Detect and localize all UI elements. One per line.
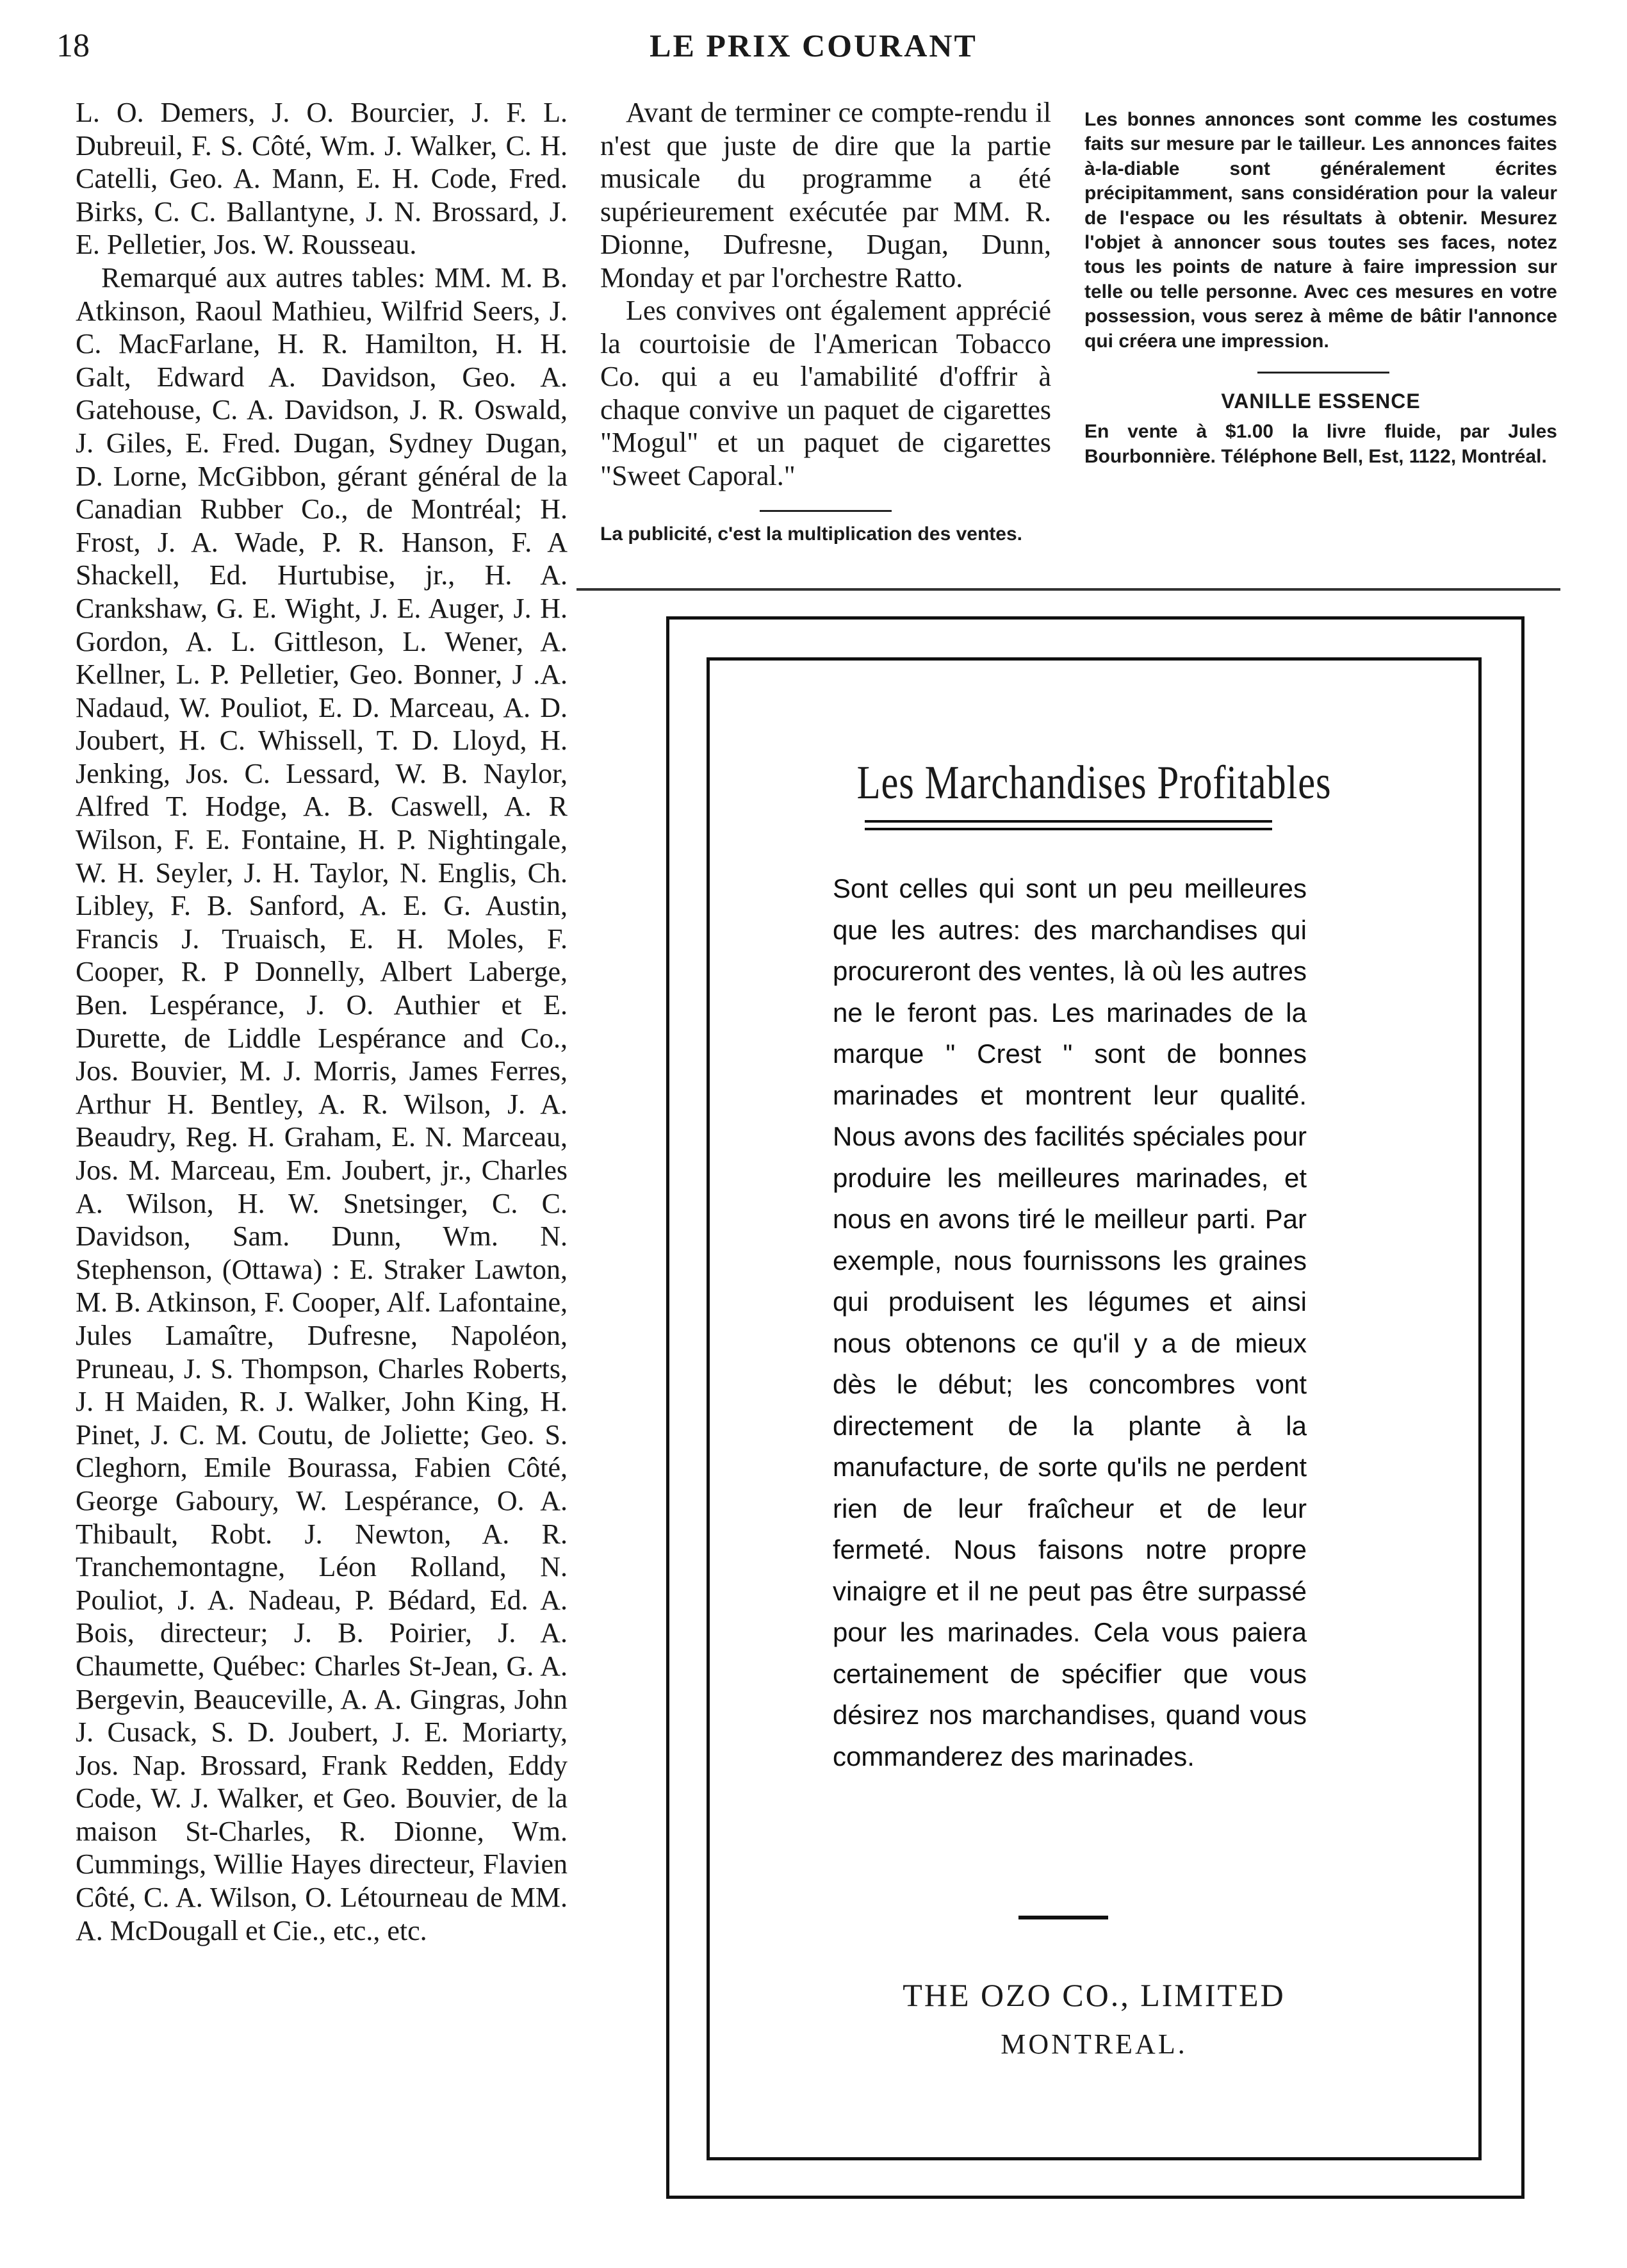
ad-body: Sont celles qui sont un peu meilleures que les autres: des marchandises qui procureront des ventes, là où les autres ne le feront pas. Les marinades de la marque " Crest " sont de bonnes marinades et montrent leur qualité. Nous avons des facilités spéciales pour produire les meilleures marinades, et nous en avons tiré le meilleur parti. Par exemple, nous fournissons les graines qui produisent les légumes et ainsi nous obtenons ce qu'il y a de mieux dès le début; les concombres vont directement de la plante à la manufacture, de sorte qu'ils ne perdent rien de leur fraîcheur et de leur fermeté. Nous faisons notre propre vinaigre et il ne peut pas être surpassé pour les marinades. Cela vous paiera certainement de spécifier que vous désirez nos marchandises, quand vous commanderez des marinades. [833,873,1307,1771]
ad-company: THE OZO CO., LIMITED [903,1977,1286,2013]
ad-divider [1018,1916,1108,1919]
page-number: 18 [56,28,90,64]
ad-title: Les Marchandises Profitables [856,757,1332,809]
report-column [600,96,1051,546]
guest-list-paragraph: Remarqué aux autres tables: MM. M. B. Atkinson, Raoul Mathieu, Wilfrid Seers, J. C. MacFarlane, H. R. Hamilton, H. H. Galt, Edward A. Davidson, Geo. A. Gatehouse, C. A. Davidson, J. R. Oswald, J. Giles, E. Fred. Dugan, Sydney Dugan, D. Lorne, McGibbon, gérant général de la Canadian Rubber Co., de Montréal; H. Frost, J. A. Wade, P. R. Hanson, F. A Shackell, Ed. Hurtubise, jr., H. A. Crankshaw, G. E. Wight, J. E. Auger, J. H. Gordon, A. L. Gittleson, L. Wener, A. Kellner, L. P. Pelletier, Geo. Bonner, J .A. Nadaud, W. Pouliot, E. D. Marceau, A. D. Joubert, H. C. Whissell, T. D. Lloyd, H. Jenking, Jos. C. Lessard, W. B. Naylor, Alfred T. Hodge, A. B. Caswell, A. R Wilson, F. E. Fontaine, H. P. Nightingale, W. H. Seyler, J. H. Taylor, N. Englis, Ch. Libley, F. B. Sanford, A. E. G. Austin, Francis J. Truaisch, E. H. Moles, F. Cooper, R. P Donnelly, Albert Laberge, Ben. Lespérance, J. O. Authier et E. Durette, de Liddle Lespérance and Co., Jos. Bouvier, M. J. Morris, James Ferres, Arthur H. Bentley, A. R. Wilson, J. A. Beaudry, Reg. H. Graham, E. N. Marceau, Jos. M. Marceau, Em. Joubert, jr., Charles A. Wilson, H. W. Snetsinger, C. C. Davidson, Sam. Dunn, Wm. N. Stephenson, (Ottawa) : E. Straker Lawton, M. B. Atkinson, F. Cooper, Alf. Lafontaine, Jules Lamaître, Dufresne, Napoléon, Pruneau, J. S. Thompson, Charles Roberts, J. H Maiden, R. J. Walker, John King, H. Pinet, J. C. M. Coutu, de Joliette; Geo. S. Cleghorn, Emile Bourassa, Fabien Côté, George Gaboury, W. Lespérance, O. A. Thibault, Robt. J. Newton, A. R. Tranchemontagne, Léon Rolland, N. Pouliot, J. A. Nadeau, P. Bédard, Ed. A. Bois, directeur; J. B. Poirier, J. A. Chaumette, Québec: Charles St-Jean, G. A. Bergevin, Beauceville, A. A. Gingras, John J. Cusack, S. D. Joubert, J. E. Moriarty, Jos. Nap. Brossard, Frank Redden, Eddy Code, W. J. Walker, et Geo. Bouvier, de la maison St-Charles, R. Dionne, Wm. Cummings, Willie Hayes directeur, Flavien Côté, C. A. Wilson, O. Létourneau de MM. A. McDougall et Cie., etc., etc. [76,261,568,1946]
divider [760,510,892,512]
divider [1257,372,1389,374]
advice-column [1084,108,1557,469]
ad-city: MONTREAL. [1001,2028,1188,2060]
page-title: LE PRIX COURANT [650,28,977,63]
guest-list-column [76,96,568,1947]
advertising-advice: Les bonnes annonces sont comme les costumes faits sur mesure par le tailleur. Les annonces faites à-la-diable sont généralement écrites précipitamment, sans considération pour la valeur de l'espace ou les résultats à obtenir. Mesurez l'objet à annoncer sous toutes ses faces, notez tous les points de nature à faire impression sur telle ou telle personne. Avec ces mesures en votre possession, vous serez à même de bâtir l'annonce qui créera une impression. [1084,109,1557,352]
ad-title-rule [865,828,1272,830]
ad-title-rule [865,820,1272,823]
report-paragraph: Avant de terminer ce compte-rendu il n'est que juste de dire que la partie musicale du programme a été supérieurement exécutée par MM. R. Dionne, Dufresne, Dugan, Dunn, Monday et par l'orchestre Ratto. [600,97,1051,293]
vanille-notice: En vente à $1.00 la livre fluide, par Jules Bourbonnière. Téléphone Bell, Est, 1122, Montréal. [1084,421,1557,467]
publicity-note: La publicité, c'est la multiplication des ventes. [600,523,1022,545]
guest-list-paragraph: L. O. Demers, J. O. Bourcier, J. F. L. Dubreuil, F. S. Côté, Wm. J. Walker, C. H. Catelli, Geo. A. Mann, E. H. Code, Fred. Birks, C. C. Ballantyne, J. N. Brossard, J. E. Pelletier, Jos. W. Rousseau. [76,97,568,261]
report-paragraph: Les convives ont également apprécié la courtoisie de l'American Tobacco Co. qui a eu l'amabilité d'offrir à chaque convive un paquet de cigarettes "Mogul" et un paquet de cigarettes "Sweet Caporal." [600,295,1051,491]
vanille-heading: VANILLE ESSENCE [1221,390,1421,413]
section-rule [576,588,1560,591]
